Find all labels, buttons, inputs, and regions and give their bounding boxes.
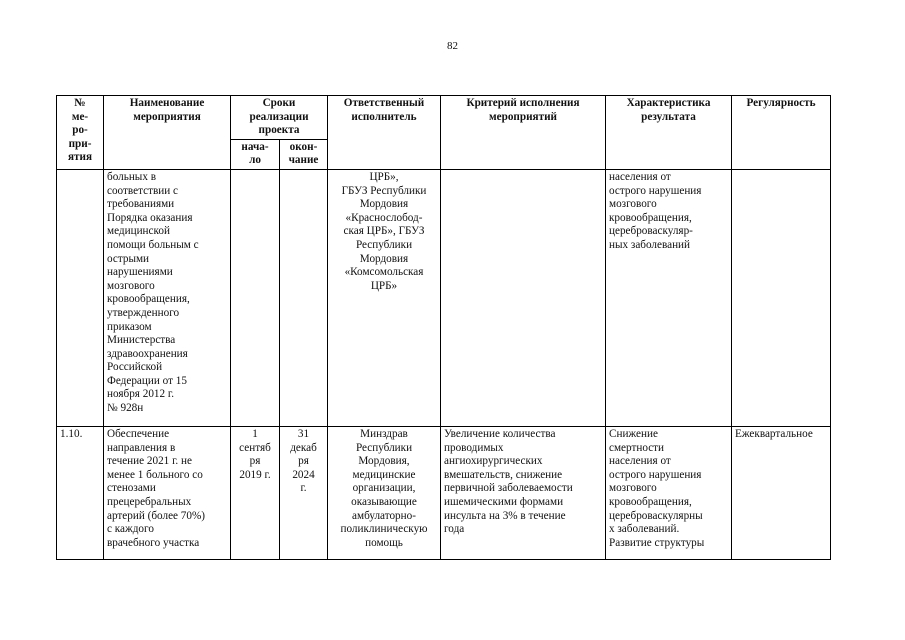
header-result: Характеристика результата	[606, 96, 732, 170]
cell-executor: ЦРБ», ГБУЗ Республики Мордовия «Краснослобод- ская ЦРБ», ГБУЗ Республики Мордовия «Комсомольская ЦРБ»	[328, 169, 441, 426]
cell-criterion	[441, 169, 606, 426]
cell-executor: Минздрав Республики Мордовия, медицинские организации, оказывающие амбулаторно- поликлиническую помощь	[328, 426, 441, 559]
cell-name: Обеспечение направления в течение 2021 г. не менее 1 больного со стенозами прецеребральных артерий (более 70%) с каждого врачебного участка	[104, 426, 231, 559]
cell-number: 1.10.	[57, 426, 104, 559]
table-row	[57, 426, 831, 559]
header-terms: Сроки реализации проекта	[231, 96, 328, 140]
measures-table	[56, 95, 831, 560]
header-start: нача- ло	[231, 139, 280, 169]
header-number: № ме- ро- при- ятия	[57, 96, 104, 170]
cell-start	[231, 169, 280, 426]
header-regularity: Регулярность	[732, 96, 831, 170]
cell-regularity: Ежеквартальное	[732, 426, 831, 559]
cell-regularity	[732, 169, 831, 426]
table-row	[57, 169, 831, 426]
header-criterion: Критерий исполнения мероприятий	[441, 96, 606, 170]
cell-end	[280, 169, 328, 426]
cell-start: 1 сентяб ря 2019 г.	[231, 426, 280, 559]
cell-result: Снижение смертности населения от острого нарушения мозгового кровообращения, цереброваскулярны х заболеваний. Развитие структуры	[606, 426, 732, 559]
cell-number	[57, 169, 104, 426]
header-end: окон- чание	[280, 139, 328, 169]
header-name: Наименование мероприятия	[104, 96, 231, 170]
cell-name: больных в соответствии с требованиями Порядка оказания медицинской помощи больным с острыми нарушениями мозгового кровообращения, утвержденного приказом Министерства здравоохранения Российской Федерации от 15 ноября 2012 г. № 928н	[104, 169, 231, 426]
cell-end: 31 декаб ря 2024 г.	[280, 426, 328, 559]
header-executor: Ответственный исполнитель	[328, 96, 441, 170]
cell-result: населения от острого нарушения мозгового кровообращения, цереброваскуляр- ных заболеваний	[606, 169, 732, 426]
cell-criterion: Увеличение количества проводимых ангиохирургических вмешательств, снижение первичной заболеваемости ишемическими формами инсульта на 3% в течение года	[441, 426, 606, 559]
header-row	[57, 96, 831, 140]
page-number: 82	[447, 40, 458, 52]
